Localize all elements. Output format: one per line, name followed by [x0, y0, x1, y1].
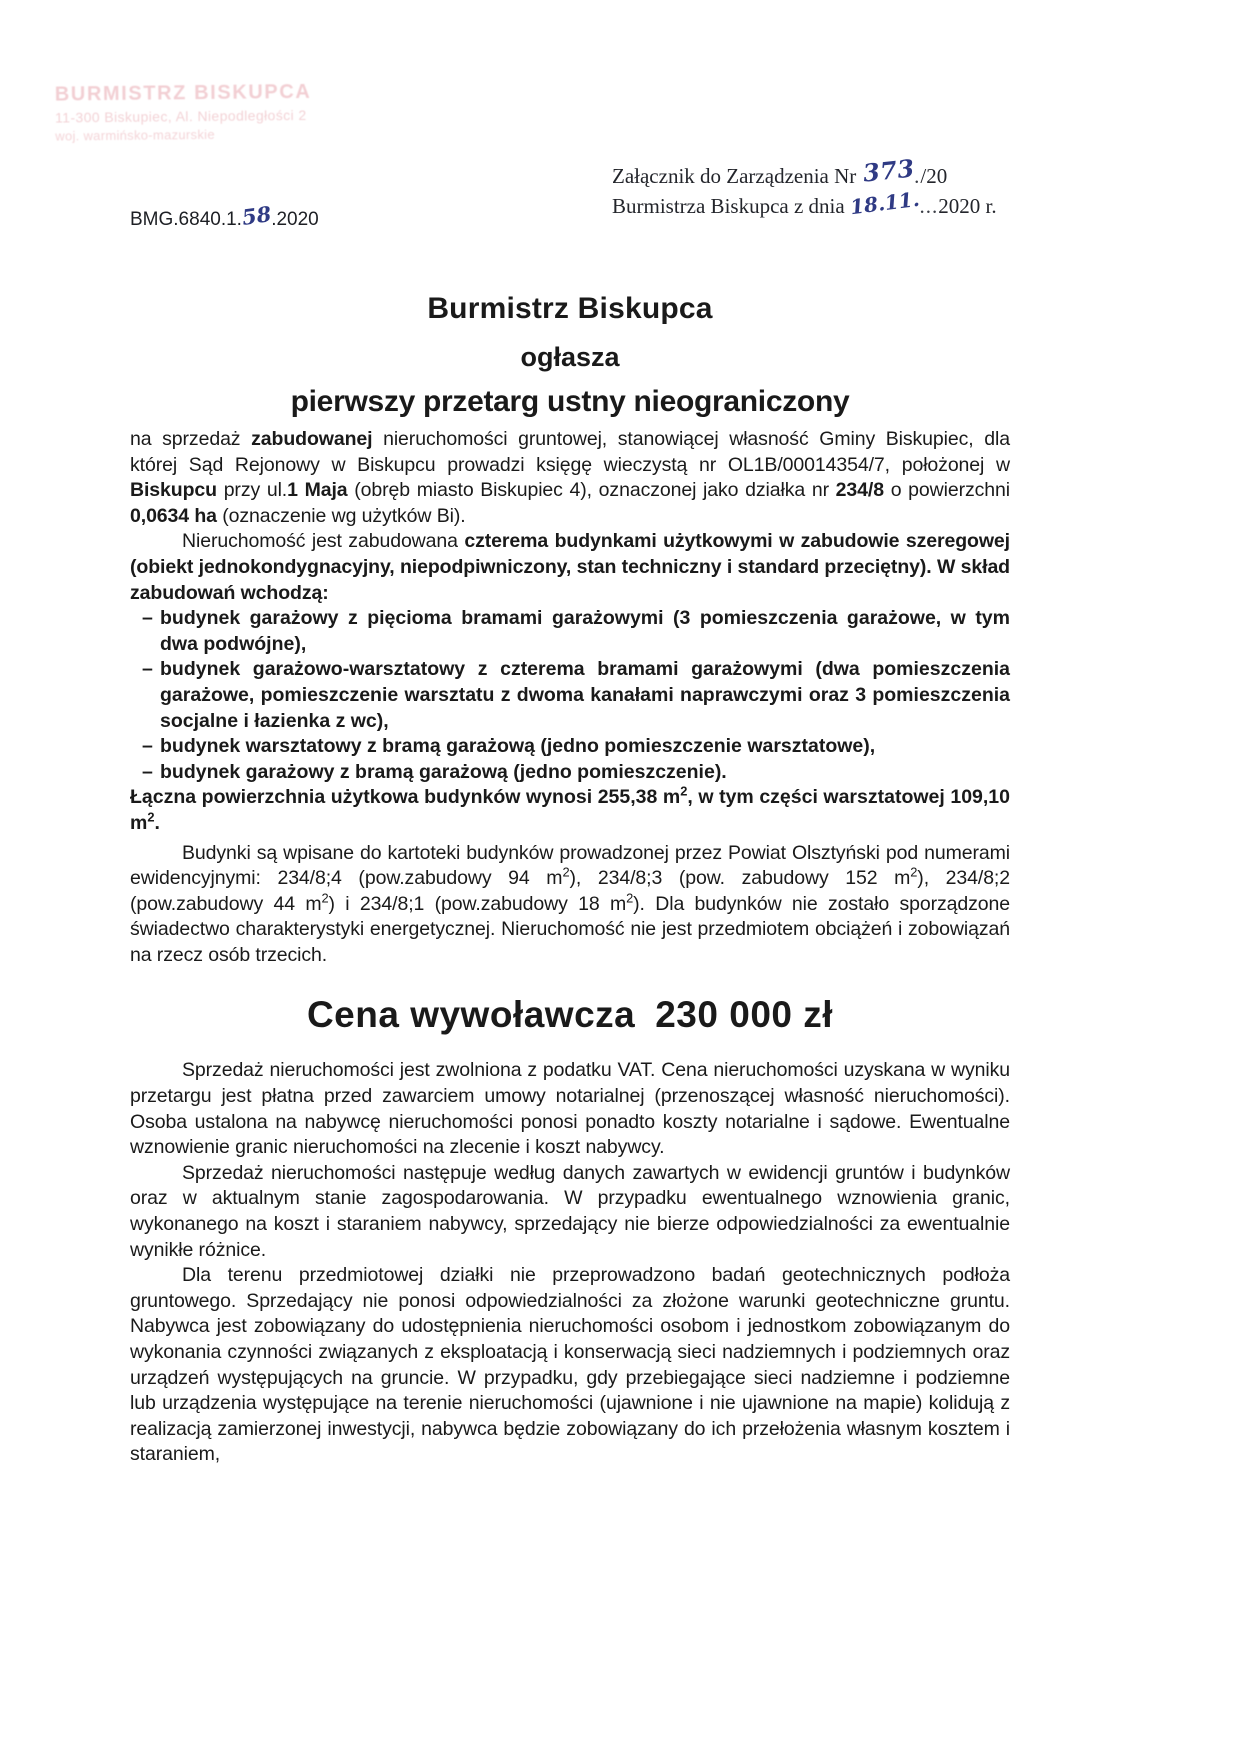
- mayor-label: Burmistrza Biskupca z dnia: [612, 194, 845, 218]
- total-area-text-a: Łączna powierzchnia użytkowa budynków wynosi 255,38 m: [130, 786, 681, 809]
- reference-prefix: BMG.6840.1.: [130, 209, 242, 230]
- total-area-sup-a: 2: [680, 783, 688, 799]
- total-area-sup-b: 2: [147, 809, 155, 825]
- buildings-lead-a: Nieruchomość jest zabudowana: [182, 530, 465, 553]
- price-amount: 230 000 zł: [655, 994, 834, 1036]
- registry-sup-1: 2: [562, 864, 570, 880]
- registry-sup-2: 2: [910, 864, 918, 880]
- buildings-list: [130, 606, 1010, 785]
- intro-text-g: (obręb miasto Biskupiec 4), oznaczonej jako działka nr: [347, 479, 836, 502]
- page-title: Burmistrz Biskupca: [427, 292, 713, 325]
- total-area-text-c: .: [154, 811, 160, 834]
- registry-text-1: Budynki są wpisane do kartoteki budynków prowadzonej przez Powiat Olsztyński pod numerami ewidencyjnymi: 234/8;4 (pow.zabudowy 94 m: [130, 841, 1010, 890]
- registry-text-2: ), 234/8;3 (pow. zabudowy 152 m: [569, 867, 911, 890]
- intro-emph-area: 0,0634 ha: [130, 504, 217, 527]
- attachment-header-line2: Burmistrza Biskupca z dnia 18.11....2020 r.: [612, 191, 997, 221]
- subtitle-announces: ogłasza: [520, 342, 620, 372]
- property-intro-paragraph: [130, 427, 1010, 529]
- attachment-date-suffix: 2020 r.: [938, 194, 997, 218]
- registry-paragraph: [130, 841, 1010, 969]
- attachment-header: [612, 153, 997, 221]
- intro-emph-city: Biskupcu: [130, 479, 217, 502]
- intro-text-c: nieruchomości gruntowej, stanowiącej własność Gminy Biskupiec, dla której Sąd Rejonowy w Biskupcu prowadzi księgę wieczystą nr OL1B/00014354/7, położonej w: [130, 428, 1010, 476]
- document-body: [130, 292, 1010, 1468]
- total-usable-area: [130, 785, 1010, 836]
- conditions-paragraph-3: Dla terenu przedmiotowej działki nie przeprowadzono badań geotechnicznych podłoża gruntowego. Sprzedający nie ponosi odpowiedzialności za złożone warunki geotechniczne gruntu. Nabywca jest zobowiązany do udostępnienia nieruchomości osobom i jednostkom zobowiązanym do wykonania czynności związanych z eksploatacją i konserwacją sieci nadziemnych i podziemnych oraz urządzeń występujących na gruncie. W przypadku, gdy przebiegające sieci nadziemne i podziemne lub urządzenia występujące na terenie nieruchomości (ujawnione i nie ujawnione na mapie) kolidują z realizacją zamierzonej inwestycji, nabywca będzie zobowiązany do ich przełożenia własnym kosztem i staraniem,: [130, 1264, 1010, 1466]
- list-item: – budynek garażowy z pięcioma bramami garażowymi (3 pomieszczenia garażowe, w tym dwa podwójne),: [130, 606, 1010, 657]
- conditions-paragraph-2: Sprzedaż nieruchomości następuje według danych zawartych w ewidencji gruntów i budynków oraz w aktualnym stanie zagospodarowania. W przypadku ewentualnego wznowienia granic, wykonanego na koszt i staraniem nabywcy, sprzedający nie bierze odpowiedzialności za ewentualnie wynikłe różnice.: [130, 1161, 1010, 1261]
- starting-price-heading: [130, 994, 1010, 1036]
- intro-text-k: (oznaczenie wg użytków Bi).: [216, 504, 466, 527]
- total-area-text-b: , w tym części warsztatowej 109,10 m: [130, 786, 1010, 834]
- stamp-address-line: 11-300 Biskupiec, Al. Niepodległości 2: [54, 106, 307, 126]
- attachment-header-line1: Załącznik do Zarządzenia Nr 373./20: [612, 153, 948, 188]
- attachment-year-suffix: /20: [920, 164, 948, 188]
- stamp-authority-line: BURMISTRZ BISKUPCA: [54, 80, 312, 106]
- intro-text-a: na sprzedaż: [130, 428, 252, 450]
- list-item: – budynek garażowo-warsztatowy z czterema bramami garażowymi (dwa pomieszczenia garażowe, pomieszczenie warsztatu z dwoma kanałami naprawczymi oraz 3 pomieszczenia socjalne i łazienka z wc),: [130, 657, 1010, 734]
- handwritten-date: 18.11.: [848, 186, 921, 220]
- handwritten-order-number: 373: [861, 153, 916, 188]
- subtitle-tender-type: pierwszy przetarg ustny nieograniczony: [290, 385, 850, 418]
- registry-sup-3: 2: [321, 890, 329, 906]
- reference-number: [130, 201, 319, 231]
- reference-suffix: .2020: [271, 209, 319, 230]
- intro-emph-plot-number: 234/8: [835, 479, 884, 502]
- registry-text-3: ), 234/8;2 (pow.zabudowy 44 m: [130, 867, 1010, 915]
- conditions-paragraph-1: Sprzedaż nieruchomości jest zwolniona z podatku VAT. Cena nieruchomości uzyskana w wyniku przetargu jest płatna przed zawarciem umowy notarialnej (przenoszącej własność nieruchomości). Osoba ustalona na nabywcę nieruchomości ponosi ponadto koszty notarialne i sądowe. Ewentualne wznowienie granic nieruchomości na zlecenie i koszt nabywcy.: [130, 1059, 1010, 1159]
- stamp-region-line: woj. warmińsko-mazurskie: [55, 126, 215, 144]
- registry-text-4: ) i 234/8;1 (pow.zabudowy 18 m: [328, 892, 627, 915]
- intro-emph-street: 1 Maja: [287, 479, 348, 502]
- office-stamp: [55, 80, 356, 143]
- list-item: – budynek warsztatowy z bramą garażową (jedno pomieszczenie warsztatowe),: [130, 734, 1010, 760]
- list-item: – budynek garażowy z bramą garażową (jedno pomieszczenie).: [130, 760, 1010, 786]
- registry-sup-4: 2: [626, 890, 634, 906]
- intro-emph-developed: zabudowanej: [251, 428, 373, 450]
- buildings-lead-paragraph: [130, 529, 1010, 606]
- registry-text-5: ). Dla budynków nie zostało sporządzone świadectwo charakterystyki energetycznej. Nieruchomość nie jest przedmiotem obciążeń i zobowiązań na rzecz osób trzecich.: [130, 892, 1011, 966]
- attachment-label: Załącznik do Zarządzenia Nr: [612, 164, 857, 188]
- price-label: Cena wywoławcza: [306, 994, 636, 1036]
- handwritten-reference-digits: 58: [240, 201, 273, 230]
- buildings-lead-b: czterema budynkami użytkowymi w zabudowie szeregowej (obiekt jednokondygnacyjny, niepodpiwniczony, stan techniczny i standard przeciętny). W skład zabudowań wchodzą:: [130, 530, 1010, 604]
- intro-text-i: o powierzchni: [883, 479, 1011, 502]
- intro-text-e: przy ul.: [216, 479, 288, 502]
